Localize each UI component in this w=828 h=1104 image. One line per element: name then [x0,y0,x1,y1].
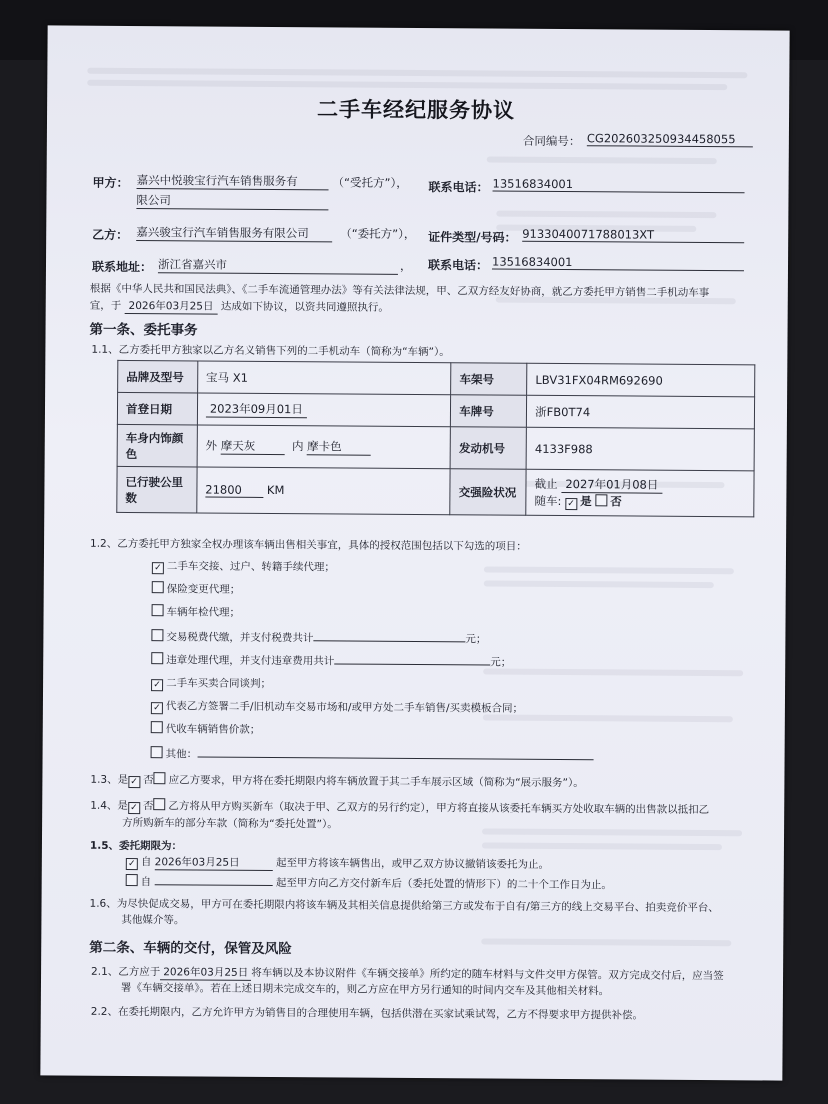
insurance-cell [526,469,754,517]
term-option-1-prefix: 自 [140,856,152,869]
party-a-phone: 13516834001 [493,177,745,194]
plate-value: 浙FB0T74 [527,395,755,429]
insurance-no-checkbox[interactable] [595,494,607,506]
intro-line1: 根据《中华人民共和国民法典》、《二手车流通管理办法》等有关法律法规，甲、乙双方经友好协商，就乙方委托甲方销售二手机动车事 [89,282,710,300]
auth-item-label: 二手车买卖合同谈判； [166,677,272,690]
address-comma: ， [399,258,412,273]
clause-1-6-line2: 其他媒介等。 [121,913,185,927]
mileage-unit: KM [266,482,285,498]
intro-date: 2026年03月25日 [125,298,218,315]
plate-label: 车牌号 [451,395,527,428]
interior-color: 摩卡色 [307,438,371,455]
vehicle-table [116,360,755,517]
insurance-yes-checkbox[interactable]: ✓ [565,498,577,510]
auth-item-5 [151,650,511,670]
table-row [117,392,754,428]
auth-checkbox-2[interactable] [152,581,164,593]
auth-item-8 [151,721,261,737]
auth-checkbox-6[interactable]: ✓ [151,679,163,691]
insurance-no-label: 否 [610,493,622,508]
auth-item-4 [151,627,486,646]
mileage-cell [197,467,451,515]
auth-item-6 [151,675,271,692]
tax-amount-blank[interactable] [313,628,465,642]
table-row [117,424,754,470]
clause-2-2: 2.2、在委托期限内，乙方允许甲方为销售目的合理使用车辆，包括供潜在买家试乘试驾，乙方不得要求甲方提供补偿。 [90,1005,644,1022]
party-b-label: 乙方： [92,227,129,242]
party-b-name: 嘉兴骏宝行汽车销售服务有限公司 [136,224,332,242]
color-cell [197,425,451,469]
clause-1-4-text: 乙方将从甲方购买新车（取决于甲、乙双方的另行约定），甲方将直接从该委托车辆买方处收取车辆的出售款以抵扣乙 [168,800,710,817]
reg-date-value: 2023年09月01日 [206,401,307,419]
term-option-2-checkbox[interactable] [126,874,138,886]
brand-label: 品牌及型号 [118,360,198,393]
clause-1-4-no-label: 否 [142,800,154,813]
party-b-phone: 13516834001 [492,255,744,272]
clause-1-4-line2: 方所购新车的部分车款（简称为“委托处置”）。 [122,816,338,831]
party-b-id-label: 证件类型/号码： [428,230,517,245]
intro-prefix: 宜，于 [89,299,122,312]
address-label: 联系地址： [91,259,153,275]
auth-item-3 [152,604,241,620]
clause-1-3-yes-checkbox[interactable]: ✓ [128,776,140,788]
intro-suffix: 达成如下协议，以资共同遵照执行。 [220,300,389,314]
clause-1-4-yes-label: 1.4、是 [90,799,128,813]
mileage-label-line1: 已行驶公里 [125,474,184,489]
auth-item-2 [152,581,241,597]
clause-1-1: 1.1、乙方委托甲方独家以乙方名义销售下列的二手机动车（简称为“车辆”）。 [91,343,450,359]
violation-amount-blank[interactable] [334,651,490,665]
insurance-yes-label: 是 [580,493,592,508]
contract-number: CG202603250934458055 [587,131,753,147]
section-1-heading: 第一条、委托事务 [89,321,198,339]
clause-1-4-no-checkbox[interactable] [153,798,165,810]
auth-item-7 [151,698,523,717]
party-b-id-number: 9133040071788013XT [522,227,744,244]
clause-1-3-no-checkbox[interactable] [154,772,166,784]
term-option-1-checkbox[interactable]: ✓ [126,858,138,870]
color-label-line1: 车身内饰颜 [125,430,184,445]
clause-2-1-line2: 署《车辆交接单》。若在上述日期未完成交车的，则乙方应在甲方另行通知的时间内交车及其他相关材料。 [120,981,610,998]
auth-item-label: 二手车交接、过户、转籍手续代理； [166,560,335,574]
table-row [117,466,754,516]
contract-page [40,25,789,1080]
auth-checkbox-4[interactable] [151,629,163,641]
mileage-label [117,466,197,513]
auth-item-label: 代收车辆销售价款； [165,723,261,736]
section-2-heading: 第二条、车辆的交付，保管及风险 [89,939,292,958]
term-option-2-prefix: 自 [140,876,152,889]
auth-item-label: 交易税费代缴，并支付税费共计 [166,631,314,645]
auth-item-suffix: 元； [490,656,512,669]
auth-item-label: 其他： [165,748,198,761]
clause-1-6-line1: 1.6、为尽快促成交易，甲方可在委托期限内将该车辆及其相关信息提供给第三方或发布于自有/第三方的线上交易平台、拍卖竞价平台、 [89,897,719,915]
color-label-line2: 色 [125,446,138,461]
mileage-value: 21800 [205,483,263,498]
auth-item-label: 车辆年检代理； [166,606,241,619]
auth-item-label: 保险变更代理； [166,583,241,596]
party-a-name-line1: 嘉兴中悦骏宝行汽车销售服务有 [137,172,329,190]
reg-date-label: 首登日期 [117,392,197,425]
party-b-phone-label: 联系电话： [427,258,489,273]
brand-value: 宝马 X1 [197,361,451,395]
auth-checkbox-9[interactable] [151,746,163,758]
contract-title: 二手车经纪服务协议 [317,97,516,123]
party-a-role: （“受托方”）， [332,175,408,190]
vin-value: LBV31FX04RM692690 [527,363,755,397]
color-label [117,424,197,467]
contract-number-label: 合同编号： [522,133,581,149]
intro-line2 [90,298,389,316]
vin-label: 车架号 [451,363,527,396]
term-option-2-date-blank[interactable] [155,872,273,886]
clause-1-5: 1.5、委托期限为： [89,839,183,853]
clause-1-3-no-label: 否 [143,774,154,787]
insurance-until-label: 截止 [534,476,558,491]
auth-item-label: 代表乙方签署二手/旧机动车交易市场和/或甲方处二手车销售/买卖模板合同； [165,700,524,715]
auth-checkbox-8[interactable] [151,721,163,733]
auth-checkbox-7[interactable]: ✓ [151,702,163,714]
engine-value: 4133F988 [526,427,754,471]
interior-prefix: 内 [292,439,304,454]
clause-1-3-text: 应乙方要求，甲方将在委托期限内将车辆放置于其二手车展示区域（简称为“展示服务”）。 [168,774,584,790]
handover-date: 2026年03月25日 [160,964,251,981]
term-option-2-text: 起至甲方向乙方交付新车后（委托处置的情形下）的二十个工作日为止。 [275,877,612,892]
term-start-date: 2026年03月25日 [155,854,273,871]
insurance-label: 交强险状况 [450,469,526,516]
auth-item-label: 违章处理代理，并支付违章费用共计 [166,654,335,668]
auth-checkbox-1[interactable]: ✓ [152,562,164,574]
auth-item-suffix: 元； [465,633,487,646]
auth-checkbox-3[interactable] [152,604,164,616]
party-b-role: （“委托方”）， [340,226,416,241]
clause-1-3 [90,772,583,791]
clause-1-4-yes-checkbox[interactable]: ✓ [128,802,140,814]
party-a-name-line2: 限公司 [136,192,328,210]
table-row [118,360,755,396]
address-value: 浙江省嘉兴市 [158,256,398,275]
other-blank[interactable] [197,744,593,760]
term-option-2 [126,872,612,892]
exterior-prefix: 外 [205,438,218,453]
auth-item-1 [152,558,335,575]
insurance-with-car-label: 随车: [534,493,562,508]
insurance-until-date: 2027年01月08日 [561,476,662,494]
clause-1-3-yes-label: 1.3、是 [90,773,129,787]
clause-1-2: 1.2、乙方委托甲方独家全权办理该车辆出售相关事宜，具体的授权范围包括以下勾选的项目： [90,537,527,553]
exterior-color: 摩天灰 [221,438,285,455]
term-option-1-text: 起至甲方将该车辆售出，或甲乙双方协议撤销该委托为止。 [275,857,550,871]
clause-2-1-text: 将车辆以及本协议附件《车辆交接单》所约定的随车材料与文件交甲方保管。双方完成交付后，应当签 [251,966,724,983]
party-a-phone-label: 联系电话： [428,180,489,195]
term-option-1 [126,854,549,873]
party-a-label: 甲方： [92,175,129,190]
clause-2-1-prefix: 2.1、乙方应于 [91,965,161,979]
auth-checkbox-5[interactable] [151,652,163,664]
reg-date-cell [197,393,451,427]
engine-label: 发动机号 [450,427,526,470]
mileage-label-line2: 数 [125,490,137,505]
auth-item-9 [151,744,594,764]
